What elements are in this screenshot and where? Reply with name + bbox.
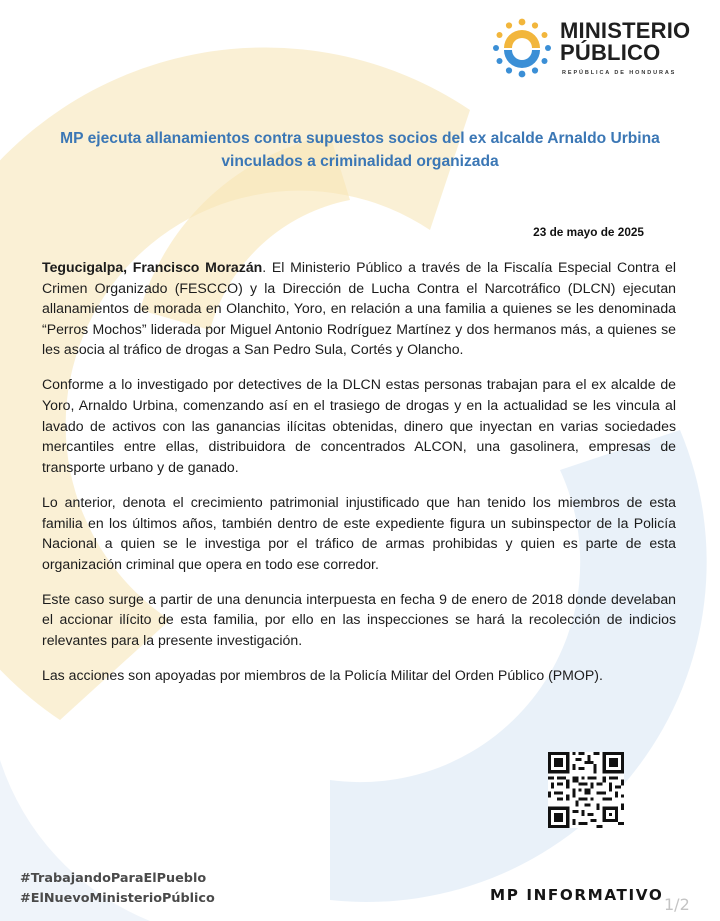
qr-code-icon [548,752,624,828]
logo-title-line1: MINISTERIO [560,18,691,43]
publication-date: 23 de mayo de 2025 [533,225,644,239]
headline-line2: vinculados a criminalidad organizada [221,153,499,170]
headline [36,127,684,173]
headline-line1: MP ejecuta allanamientos contra supuestos socios del ex alcalde Arnaldo Urbina [60,130,660,147]
dateline: Tegucigalpa, Francisco Morazán [42,259,263,275]
logo-subtitle: REPÚBLICA DE HONDURAS [562,70,677,76]
paragraph-5: Las acciones son apoyadas por miembros de la Policía Militar del Orden Público (PMOP). [42,667,603,684]
paragraph-3: Lo anterior, denota el crecimiento patrimonial injustificado que han tenido los miembros de esta familia en los últimos años, también dentro de este expediente figura un subinspector de la Policía Nacional a quien se le investiga por el tráfico de armas prohibidas y quien es parte de esta organización criminal que opera en todo ese corredor. [42,493,676,572]
hashtags [20,869,215,909]
hashtag-trabajando: #TrabajandoParaElPueblo [20,871,207,886]
hashtag-nuevo-ministerio: #ElNuevoMinisterioPúblico [20,891,215,906]
logo-emblem-icon [490,16,554,80]
logo-title [560,20,690,64]
page-number: 1/2 [664,895,690,914]
paragraph-4: Este caso surge a partir de una denuncia interpuesta en fecha 9 de enero de 2018 donde develaban el accionar ilícito de esta familia, por ello en las inspecciones se hará la recolección de indicios relevantes para la presente investigación. [42,590,676,648]
paragraph-1 [42,257,676,360]
footer-brand: MP INFORMATIVO [490,886,664,904]
logo-title-line2: PÚBLICO [560,40,661,65]
paragraph-2: Conforme a lo investigado por detectives de la DLCN estas personas trabajan para el ex alcalde de Yoro, Arnaldo Urbina, comenzando así en el trasiego de drogas y en la actualidad se les vincula al lavado de activos con las ganancias ilícitas obtenidas, dinero que inyectan en varias sociedades mercantiles entre ellas, distribuidora de concentrados ALCON, una gasolinera, empresas de transporte urbano y de ganado. [42,376,676,475]
article-body [42,257,676,700]
ministerio-publico-logo [490,14,705,82]
paragraph-1-text: . El Ministerio Público a través de la Fiscalía Especial Contra el Crimen Organizado (FESCCO) y la Dirección de Lucha Contra el Narcotráfico (DLCN) ejecutan allanamientos de morada en Olanchito, Yoro, en relación a una familia a quienes se les denominada “Perros Mochos” liderada por Miguel Antonio Rodríguez Martínez y dos hermanos más, a quienes se les asocia al tráfico de drogas a San Pedro Sula, Cortés y Olancho. [42,259,676,358]
